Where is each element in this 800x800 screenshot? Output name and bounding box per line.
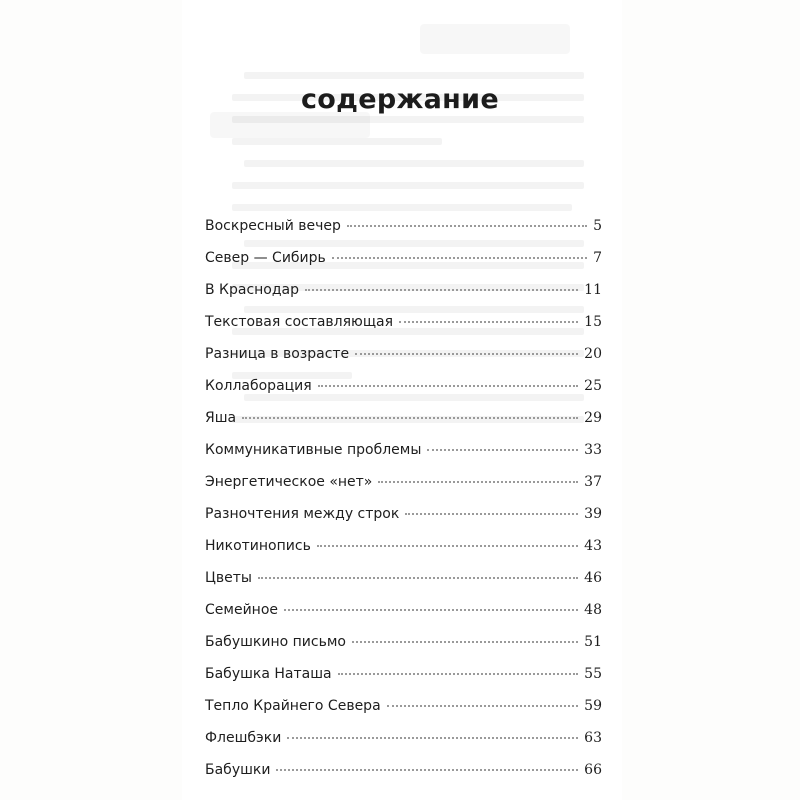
toc-entry-page-number: 48	[584, 602, 602, 618]
dot-leader	[318, 385, 578, 387]
toc-entry-page-number: 25	[584, 378, 602, 394]
toc-entry	[205, 762, 602, 794]
page-title: содержание	[301, 84, 499, 115]
toc-entry-title: Флешбэки	[205, 730, 282, 746]
toc-entry-title: Бабушка Наташа	[205, 666, 332, 682]
toc-entry-page-number: 7	[593, 250, 602, 266]
toc-entry	[205, 538, 602, 570]
toc-entry-title: Север — Сибирь	[205, 250, 326, 266]
dot-leader	[317, 545, 578, 547]
dot-leader	[258, 577, 578, 579]
toc-entry-page-number: 51	[584, 634, 602, 650]
toc-entry-title: Разночтения между строк	[205, 506, 400, 522]
toc-entry	[205, 250, 602, 282]
toc-entry-title: Коммуникативные проблемы	[205, 442, 422, 458]
toc-entry-title: Яша	[205, 410, 237, 426]
toc-entry-page-number: 15	[584, 314, 602, 330]
toc-entry-page-number: 59	[584, 698, 602, 714]
toc-entry	[205, 410, 602, 442]
toc-entry	[205, 282, 602, 314]
toc-entry-title: Семейное	[205, 602, 278, 618]
toc-entry	[205, 634, 602, 666]
dot-leader	[387, 705, 579, 707]
dot-leader	[405, 513, 578, 515]
dot-leader	[378, 481, 578, 483]
toc-entry-page-number: 20	[584, 346, 602, 362]
toc-entry-title: Текстовая составляющая	[205, 314, 394, 330]
dot-leader	[332, 257, 587, 259]
toc-entry-page-number: 33	[584, 442, 602, 458]
table-of-contents	[205, 218, 602, 794]
dot-leader	[305, 289, 578, 291]
toc-entry-title: Энергетическое «нет»	[205, 474, 373, 490]
toc-entry	[205, 666, 602, 698]
toc-entry-page-number: 55	[584, 666, 602, 682]
dot-leader	[427, 449, 578, 451]
toc-entry	[205, 314, 602, 346]
toc-entry-page-number: 46	[584, 570, 602, 586]
toc-entry-page-number: 39	[584, 506, 602, 522]
dot-leader	[352, 641, 578, 643]
toc-entry-page-number: 43	[584, 538, 602, 554]
toc-entry-title: Бабушки	[205, 762, 271, 778]
toc-entry	[205, 570, 602, 602]
toc-entry-title: Воскресный вечер	[205, 218, 341, 234]
toc-entry-title: В Краснодар	[205, 282, 300, 298]
toc-entry	[205, 698, 602, 730]
dot-leader	[347, 225, 587, 227]
toc-entry-page-number: 37	[584, 474, 602, 490]
toc-entry-page-number: 11	[584, 282, 602, 298]
toc-entry	[205, 378, 602, 410]
toc-entry	[205, 602, 602, 634]
dot-leader	[284, 609, 578, 611]
dot-leader	[287, 737, 578, 739]
toc-entry	[205, 474, 602, 506]
toc-entry	[205, 218, 602, 250]
dot-leader	[276, 769, 578, 771]
toc-entry-title: Разница в возрасте	[205, 346, 350, 362]
toc-entry-title: Тепло Крайнего Севера	[205, 698, 381, 714]
toc-entry	[205, 506, 602, 538]
toc-entry	[205, 346, 602, 378]
toc-entry-page-number: 66	[584, 762, 602, 778]
dot-leader	[399, 321, 578, 323]
toc-entry-title: Цветы	[205, 570, 252, 586]
toc-entry-page-number: 63	[584, 730, 602, 746]
toc-entry	[205, 442, 602, 474]
toc-entry-title: Коллаборация	[205, 378, 312, 394]
dot-leader	[355, 353, 578, 355]
toc-entry-title: Никотинопись	[205, 538, 311, 554]
toc-entry-title: Бабушкино письмо	[205, 634, 346, 650]
toc-entry-page-number: 29	[584, 410, 602, 426]
dot-leader	[338, 673, 579, 675]
toc-entry	[205, 730, 602, 762]
toc-entry-page-number: 5	[593, 218, 602, 234]
dot-leader	[242, 417, 578, 419]
